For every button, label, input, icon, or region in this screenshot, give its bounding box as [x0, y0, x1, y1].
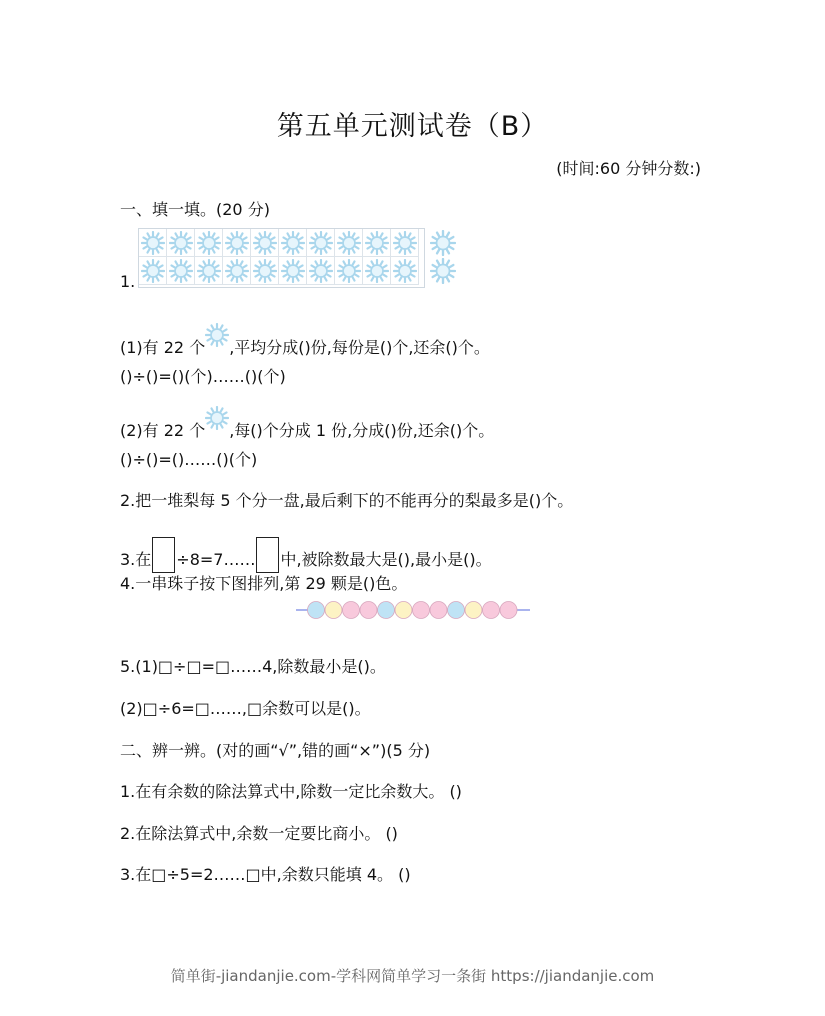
sun-icon [281, 231, 305, 255]
sun-grid-cell [223, 257, 251, 285]
bead-icon [395, 602, 412, 619]
answer-box [256, 537, 279, 573]
question-2: 2.把一堆梨每 5 个分一盘,最后剩下的不能再分的梨最多是()个。 [120, 491, 574, 510]
bead-icon [378, 602, 395, 619]
sun-grid-cell [251, 257, 279, 285]
question-1-label: 1. [120, 272, 136, 291]
sun-grid-cell [335, 229, 363, 257]
sun-icon [205, 406, 229, 430]
question-3-text-c: 中,被除数最大是(),最小是()。 [280, 550, 492, 569]
bead-icon [413, 602, 430, 619]
sun-icon [205, 323, 229, 347]
sun-icon [253, 231, 277, 255]
question-5-1: 5.(1)□÷□=□……4,除数最小是()。 [120, 657, 386, 676]
sun-grid-cell [279, 257, 307, 285]
sun-grid-cell [195, 229, 223, 257]
question-1-part-1-text-b: ,平均分成()份,每份是()个,还余()个。 [229, 338, 490, 357]
sun-grid-cell [391, 229, 419, 257]
sun-icon [430, 258, 456, 284]
extra-sun [430, 230, 456, 256]
sun-grid-cell [279, 229, 307, 257]
bead-icon [483, 602, 500, 619]
sun-icon [393, 231, 417, 255]
judge-item-3: 3.在□÷5=2……□中,余数只能填 4。 () [120, 865, 411, 884]
sun-icon [253, 259, 277, 283]
sun-grid-cell [251, 229, 279, 257]
sun-icon [337, 231, 361, 255]
sun-grid-cell [139, 257, 167, 285]
sun-icon [365, 259, 389, 283]
sun-grid-cell [139, 229, 167, 257]
sun-grid-figure [138, 228, 425, 288]
sun-icon [309, 231, 333, 255]
sun-icon [225, 259, 249, 283]
question-1-part-2-text-a: (2)有 22 个 [120, 421, 206, 440]
bead-icon [325, 602, 342, 619]
bead-icon [360, 602, 377, 619]
sun-grid-cell [223, 229, 251, 257]
sun-icon [197, 231, 221, 255]
sun-grid-cell [307, 257, 335, 285]
sun-grid-cell [391, 257, 419, 285]
sun-icon [393, 259, 417, 283]
question-1-part-2 [120, 406, 494, 441]
footer-watermark: 简单街-jiandanjie.com-学科网简单学习一条街 https://jiandanjie.com [170, 967, 655, 985]
sun-icon [281, 259, 305, 283]
bead-string-figure [296, 600, 530, 620]
sun-icon [365, 231, 389, 255]
judge-item-2: 2.在除法算式中,余数一定要比商小。 () [120, 824, 398, 843]
sun-icon [169, 231, 193, 255]
question-1-part-2-equation: ()÷()=()……()(个) [120, 450, 258, 469]
page-title: 第五单元测试卷（B） [276, 111, 549, 142]
sun-icon [225, 231, 249, 255]
sun-icon [141, 259, 165, 283]
question-5-2: (2)□÷6=□……,□余数可以是()。 [120, 699, 371, 718]
question-1-part-1 [120, 323, 490, 358]
answer-box [152, 537, 175, 573]
sun-icon [337, 259, 361, 283]
question-3-text-b: ÷8=7…… [176, 550, 256, 569]
bead-icon [430, 602, 447, 619]
sun-grid-cell [307, 229, 335, 257]
sun-icon [169, 259, 193, 283]
question-4: 4.一串珠子按下图排列,第 29 颗是()色。 [120, 574, 408, 593]
extra-sun [430, 258, 456, 284]
question-1-part-2-text-b: ,每()个分成 1 份,分成()份,还余()个。 [229, 421, 495, 440]
sun-icon [309, 259, 333, 283]
sun-grid-cell [167, 257, 195, 285]
sun-grid-cell [195, 257, 223, 285]
sun-grid-cell [363, 229, 391, 257]
sun-icon [430, 230, 456, 256]
question-3-text-a: 3.在 [120, 550, 152, 569]
bead-icon [308, 602, 325, 619]
section-1-heading: 一、填一填。(20 分) [120, 200, 270, 219]
question-1-part-1-text-a: (1)有 22 个 [120, 338, 206, 357]
question-3 [120, 537, 492, 573]
bead-icon [465, 602, 482, 619]
bead-icon [448, 602, 465, 619]
sun-grid-cell [335, 257, 363, 285]
judge-item-1: 1.在有余数的除法算式中,除数一定比余数大。 () [120, 782, 462, 801]
question-1-part-1-equation: ()÷()=()(个)……()(个) [120, 367, 286, 386]
sun-grid-cell [167, 229, 195, 257]
bead-icon [343, 602, 360, 619]
sun-grid-cell [363, 257, 391, 285]
sun-icon [197, 259, 221, 283]
sun-icon [141, 231, 165, 255]
bead-icon [500, 602, 517, 619]
time-score-note: (时间:60 分钟分数:) [556, 159, 701, 178]
section-2-heading: 二、辨一辨。(对的画“√”,错的画“×”)(5 分) [120, 741, 431, 760]
